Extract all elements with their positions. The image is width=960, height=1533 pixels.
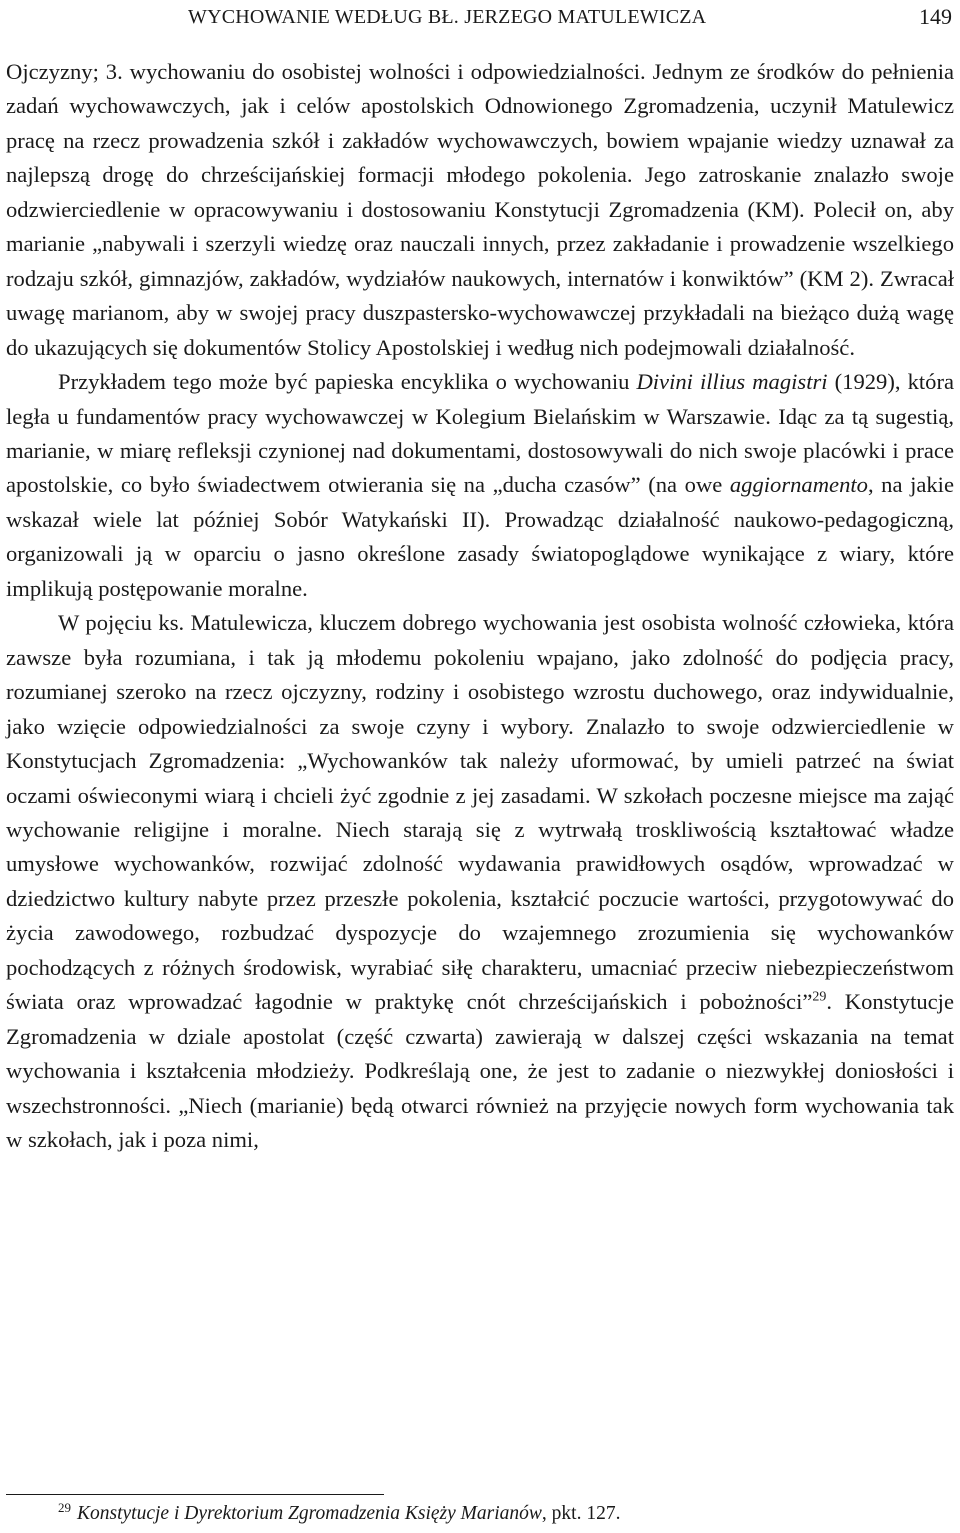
page-header (6, 2, 954, 32)
footnote-reference: 29 (812, 989, 827, 1005)
text-run: Przykładem tego może być papieska encyklika o wychowaniu (58, 369, 637, 395)
italic-title: Divini illius magistri (636, 369, 828, 395)
paragraph (6, 55, 954, 365)
text-run: . Konstytucje Zgromadzenia w dziale apostolat (część czwarta) zawierają w dalszej części wskazania na temat wychowania i kształcenia młodzieży. Podkreślają one, że jest to zadanie o niezwykłej doniosłości i wszechstronności. „Niech (marianie) będą otwarci również na przyjęcie nowych form wychowania tak w szkołach, jak i poza nimi, (6, 989, 954, 1153)
book-page (6, 0, 954, 1533)
text-run: , na jakie wskazał wiele lat później Sobór Watykański II). Prowadząc działalność naukowo-pedagogiczną, organizowali ją w oparciu o jasno określone zasady światopoglądowe wynikające z wiary, które implikują postępowanie moralne. (6, 472, 954, 601)
italic-title: aggiornamento (729, 472, 868, 498)
body-text (6, 55, 954, 1158)
text-run: W pojęciu ks. Matulewicza, kluczem dobrego wychowania jest osobista wolność człowieka, która zawsze była rozumiana, i tak ją młodemu pokoleniu wpajano, jako zdolność do podjęcia pracy, rozumianej szeroko na rzecz ojczyzny, rodziny i osobistego wzrostu duchowego, oraz indywidualnie, jako wzięcie odpowiedzialności za swoje czyny i wybory. Znalazło to swoje odzwierciedlenie w Konstytucjach Zgromadzenia: „Wychowanków tak należy uformować, by umieli patrzeć na świat oczami oświeconymi wiarą i chcieli żyć zgodnie z jej zasadami. W szkołach poczesne miejsce ma zająć wychowanie religijne i moralne. Niech starają się z wytrwałą troskliwością kształtować władze umysłowe wychowanków, rozwijać zdolność wydawania prawidłowych osądów, wprowadzać w dziedzictwo kultury nabyte przez przeszłe pokolenia, kształcić poczucie wartości, przygotowywać do życia zawodowego, rozbudzać dyspozycje do wzajemnego zrozumienia się wychowanków pochodzących z różnych środowisk, wyrabiać siłę charakteru, umacniać przeciw niebezpieczeństwom świata oraz wprowadzać łagodnie w praktykę cnót chrześcijańskich i pobożności” (6, 610, 954, 1015)
page-number: 149 (919, 4, 952, 29)
text-run: Ojczyzny; 3. wychowaniu do osobistej wolności i odpowiedzialności. Jednym ze środków do pełnienia zadań wychowawczych, jak i celów apostolskich Odnowionego Zgromadzenia, uczynił Matulewicz pracę na rzecz prowadzenia szkół i zakładów wychowawczych, bowiem wpajanie wiedzy uznawał za najlepszą drogę do chrześcijańskiej formacji młodego pokolenia. Jego zatroskanie znalazło swoje odzwierciedlenie w opracowywaniu i dostosowaniu Konstytucji Zgromadzenia (KM). Polecił on, aby marianie „nabywali i szerzyli wiedzę oraz nauczali innych, przez zakładanie i prowadzenie wszelkiego rodzaju szkół, gimnazjów, zakładów, wydziałów naukowych, internatów i konwiktów” (KM 2). Zwracał uwagę marianom, aby w swojej pracy duszpastersko-wychowawczej przykładali na bieżąco dużą wagę do ukazujących się dokumentów Stolicy Apostolskiej i według nich podejmowali działalność. (6, 59, 954, 360)
footnote-number: 29 (58, 1499, 71, 1515)
paragraph (6, 606, 954, 1157)
footnote (58, 1500, 954, 1528)
footnote-rest: , pkt. 127. (541, 1503, 621, 1524)
paragraph (6, 365, 954, 606)
text-run: (1929), która legła u fundamentów pracy wychowawczej w Kolegium Bielańskim w Warszawie. Idąc za tą sugestią, marianie, w miarę refleksji czynionej nad dokumentami, dostosowywali do nich swoje placówki i prace apostolskie, co było świadectwem otwierania się na „ducha czasów” (na owe (6, 369, 955, 498)
footnote-title: Konstytucje i Dyrektorium Zgromadzenia Księży Marianów (77, 1503, 542, 1524)
running-title: WYCHOWANIE WEDŁUG BŁ. JERZEGO MATULEWICZA (188, 6, 707, 28)
footnote-rule (6, 1494, 384, 1495)
